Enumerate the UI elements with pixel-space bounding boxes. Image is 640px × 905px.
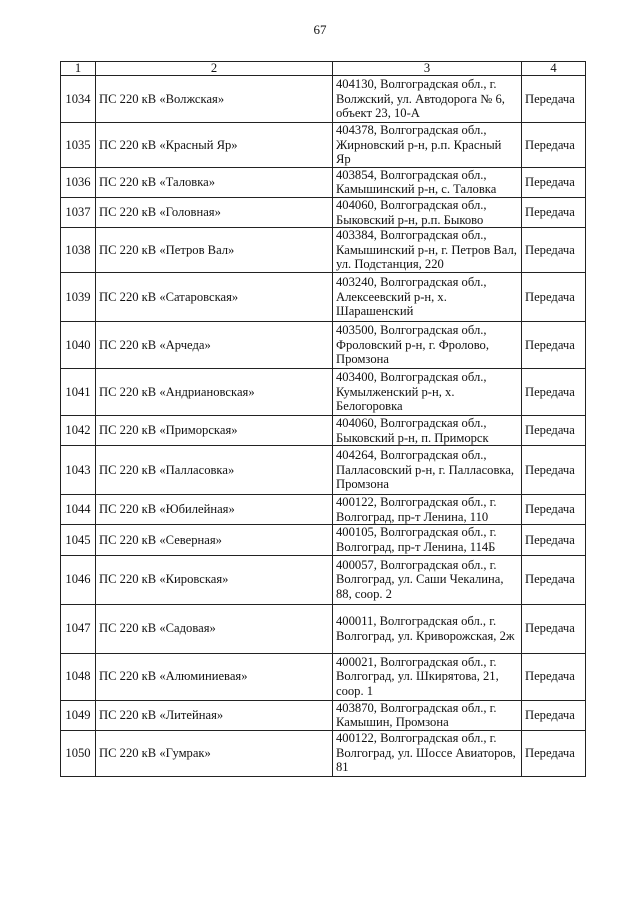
table-row bbox=[61, 495, 586, 525]
num-cell: 1037 bbox=[61, 197, 96, 227]
address-cell: 403870, Волгоградская обл., г. Камышин, Промзона bbox=[333, 700, 522, 730]
type-cell: Передача bbox=[522, 555, 586, 604]
address-cell: 400122, Волгоградская обл., г. Волгоград, пр-т Ленина, 110 bbox=[333, 495, 522, 525]
type-cell: Передача bbox=[522, 321, 586, 368]
table-row bbox=[61, 197, 586, 227]
table-row bbox=[61, 555, 586, 604]
address-cell: 403400, Волгоградская обл., Кумылженский р-н, х. Белогоровка bbox=[333, 368, 522, 415]
num-cell: 1044 bbox=[61, 495, 96, 525]
num-cell: 1039 bbox=[61, 272, 96, 321]
column-header: 4 bbox=[522, 62, 586, 76]
num-cell: 1046 bbox=[61, 555, 96, 604]
num-cell: 1041 bbox=[61, 368, 96, 415]
num-cell: 1047 bbox=[61, 604, 96, 653]
address-cell: 403854, Волгоградская обл., Камышинский р-н, с. Таловка bbox=[333, 167, 522, 197]
table-row bbox=[61, 167, 586, 197]
name-cell: ПС 220 кВ «Северная» bbox=[96, 525, 333, 555]
table-row bbox=[61, 321, 586, 368]
name-cell: ПС 220 кВ «Гумрак» bbox=[96, 730, 333, 776]
substation-table bbox=[60, 61, 586, 777]
column-header: 3 bbox=[333, 62, 522, 76]
num-cell: 1050 bbox=[61, 730, 96, 776]
address-cell: 400057, Волгоградская обл., г. Волгоград, ул. Саши Чекалина, 88, соор. 2 bbox=[333, 555, 522, 604]
type-cell: Передача bbox=[522, 604, 586, 653]
type-cell: Передача bbox=[522, 653, 586, 700]
type-cell: Передача bbox=[522, 700, 586, 730]
table-row bbox=[61, 730, 586, 776]
table-header-row bbox=[61, 62, 586, 76]
page-number: 67 bbox=[313, 22, 327, 37]
num-cell: 1036 bbox=[61, 167, 96, 197]
address-cell: 404130, Волгоградская обл., г. Волжский, ул. Автодорога № 6, объект 23, 10-А bbox=[333, 76, 522, 123]
address-cell: 400122, Волгоградская обл., г. Волгоград, ул. Шоссе Авиаторов, 81 bbox=[333, 730, 522, 776]
type-cell: Передача bbox=[522, 525, 586, 555]
type-cell: Передача bbox=[522, 167, 586, 197]
type-cell: Передача bbox=[522, 197, 586, 227]
name-cell: ПС 220 кВ «Алюминиевая» bbox=[96, 653, 333, 700]
name-cell: ПС 220 кВ «Юбилейная» bbox=[96, 495, 333, 525]
type-cell: Передача bbox=[522, 228, 586, 273]
name-cell: ПС 220 кВ «Красный Яр» bbox=[96, 123, 333, 168]
table-row bbox=[61, 604, 586, 653]
num-cell: 1038 bbox=[61, 228, 96, 273]
address-cell: 404264, Волгоградская обл., Палласовский р-н, г. Палласовка, Промзона bbox=[333, 446, 522, 495]
type-cell: Передача bbox=[522, 415, 586, 445]
table-row bbox=[61, 653, 586, 700]
address-cell: 400021, Волгоградская обл., г. Волгоград, ул. Шкирятова, 21, соор. 1 bbox=[333, 653, 522, 700]
address-cell: 403384, Волгоградская обл., Камышинский р-н, г. Петров Вал, ул. Подстанция, 220 bbox=[333, 228, 522, 273]
type-cell: Передача bbox=[522, 123, 586, 168]
table-row bbox=[61, 525, 586, 555]
address-cell: 403240, Волгоградская обл., Алексеевский р-н, х. Шарашенский bbox=[333, 272, 522, 321]
num-cell: 1048 bbox=[61, 653, 96, 700]
num-cell: 1034 bbox=[61, 76, 96, 123]
table-row bbox=[61, 368, 586, 415]
num-cell: 1049 bbox=[61, 700, 96, 730]
num-cell: 1043 bbox=[61, 446, 96, 495]
num-cell: 1045 bbox=[61, 525, 96, 555]
address-cell: 404060, Волгоградская обл., Быковский р-н, п. Приморск bbox=[333, 415, 522, 445]
table-body bbox=[61, 76, 586, 777]
table-row bbox=[61, 228, 586, 273]
type-cell: Передача bbox=[522, 272, 586, 321]
name-cell: ПС 220 кВ «Волжская» bbox=[96, 76, 333, 123]
address-cell: 400011, Волгоградская обл., г. Волгоград, ул. Криворожская, 2ж bbox=[333, 604, 522, 653]
type-cell: Передача bbox=[522, 446, 586, 495]
name-cell: ПС 220 кВ «Приморская» bbox=[96, 415, 333, 445]
num-cell: 1035 bbox=[61, 123, 96, 168]
table-row bbox=[61, 415, 586, 445]
type-cell: Передача bbox=[522, 495, 586, 525]
address-cell: 404378, Волгоградская обл., Жирновский р-н, р.п. Красный Яр bbox=[333, 123, 522, 168]
type-cell: Передача bbox=[522, 730, 586, 776]
name-cell: ПС 220 кВ «Головная» bbox=[96, 197, 333, 227]
column-header: 1 bbox=[61, 62, 96, 76]
name-cell: ПС 220 кВ «Таловка» bbox=[96, 167, 333, 197]
num-cell: 1042 bbox=[61, 415, 96, 445]
type-cell: Передача bbox=[522, 76, 586, 123]
name-cell: ПС 220 кВ «Палласовка» bbox=[96, 446, 333, 495]
name-cell: ПС 220 кВ «Андриановская» bbox=[96, 368, 333, 415]
table-row bbox=[61, 123, 586, 168]
address-cell: 403500, Волгоградская обл., Фроловский р-н, г. Фролово, Промзона bbox=[333, 321, 522, 368]
name-cell: ПС 220 кВ «Литейная» bbox=[96, 700, 333, 730]
type-cell: Передача bbox=[522, 368, 586, 415]
name-cell: ПС 220 кВ «Арчеда» bbox=[96, 321, 333, 368]
name-cell: ПС 220 кВ «Садовая» bbox=[96, 604, 333, 653]
table-row bbox=[61, 700, 586, 730]
column-header: 2 bbox=[96, 62, 333, 76]
table-row bbox=[61, 76, 586, 123]
num-cell: 1040 bbox=[61, 321, 96, 368]
address-cell: 404060, Волгоградская обл., Быковский р-н, р.п. Быково bbox=[333, 197, 522, 227]
name-cell: ПС 220 кВ «Петров Вал» bbox=[96, 228, 333, 273]
table-row bbox=[61, 272, 586, 321]
address-cell: 400105, Волгоградская обл., г. Волгоград, пр-т Ленина, 114Б bbox=[333, 525, 522, 555]
table-row bbox=[61, 446, 586, 495]
name-cell: ПС 220 кВ «Сатаровская» bbox=[96, 272, 333, 321]
name-cell: ПС 220 кВ «Кировская» bbox=[96, 555, 333, 604]
